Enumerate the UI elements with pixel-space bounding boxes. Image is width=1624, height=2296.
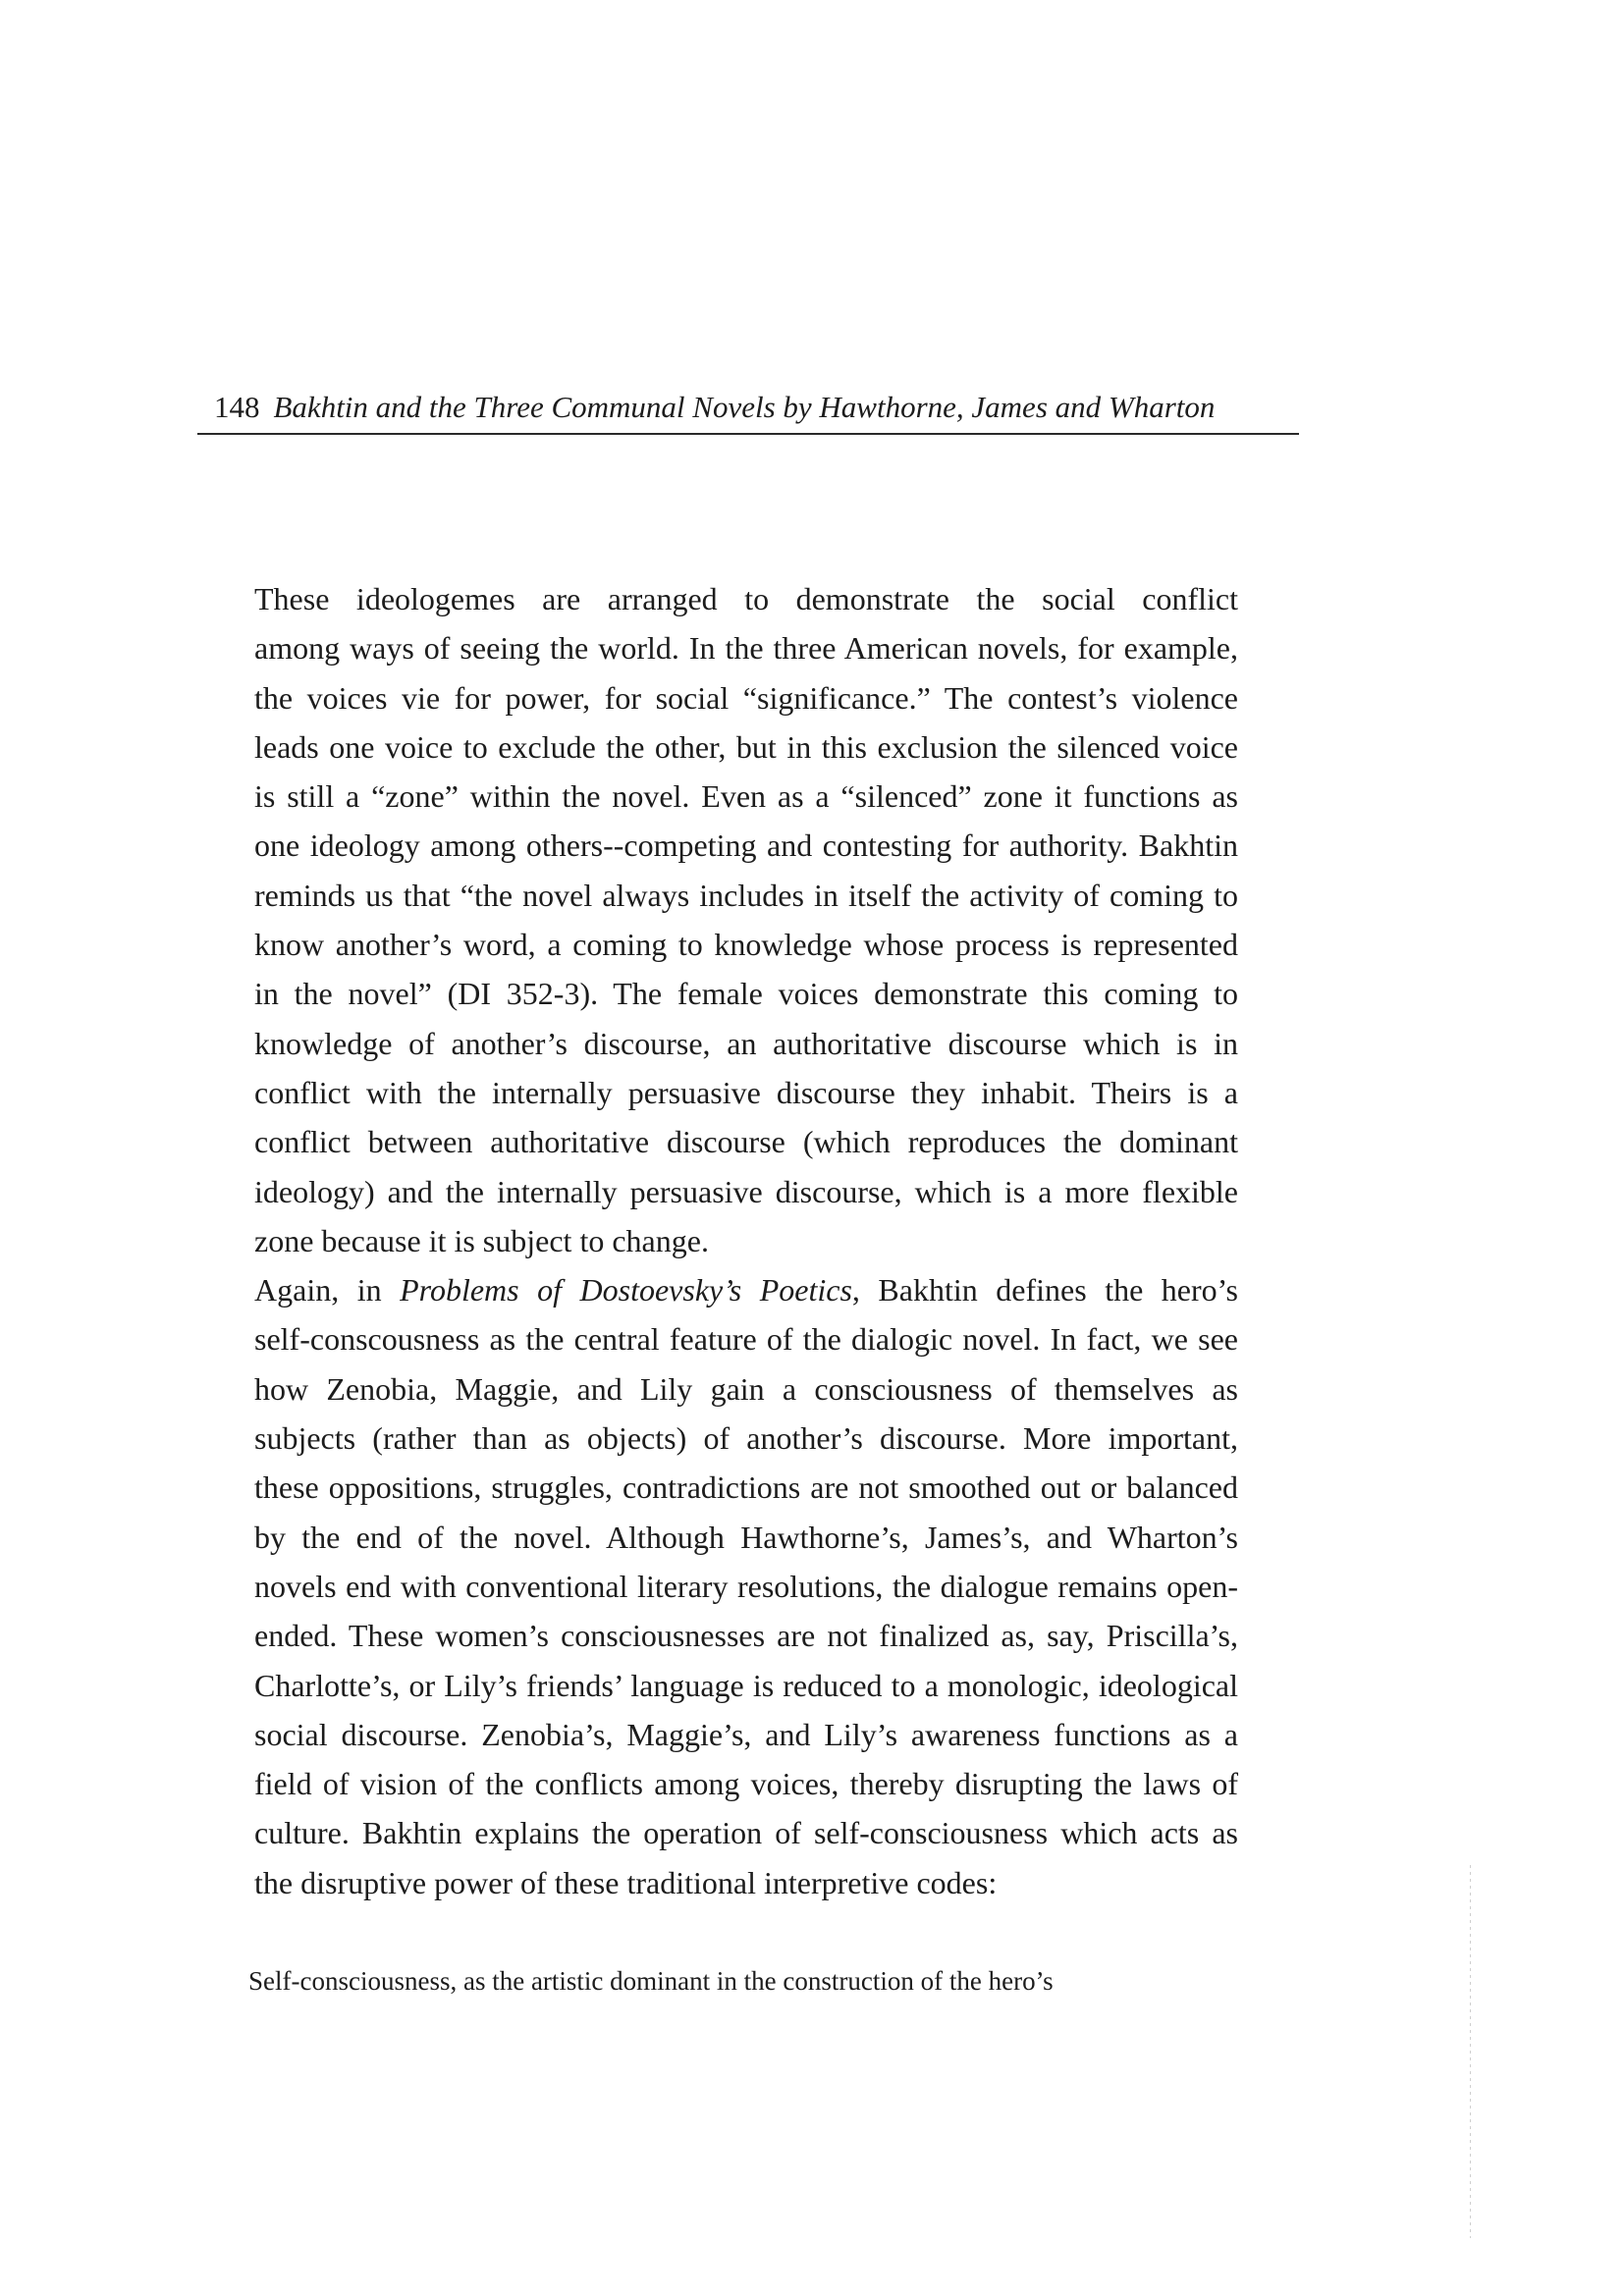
text-line: in the novel” (DI 352-3). The female voices demonstrate this coming to [254,976,1238,1012]
book-title: Problems of Dostoevsky’s Poetics [400,1272,852,1308]
text-line: by the end of the novel. Although Hawthorne’s, James’s, and Wharton’s [254,1519,1238,1555]
text-line: is still a “zone” within the novel. Even as a “silenced” zone it functions as [254,778,1238,815]
text-line: leads one voice to exclude the other, but in this exclusion the silenced voice [254,728,1238,765]
text-fragment: , Bakhtin defines the hero’s [851,1272,1239,1308]
text-line: know another’s word, a coming to knowledge whose process is represented [254,927,1238,963]
text-line: novels end with conventional literary resolutions, the dialogue remains open- [254,1568,1238,1604]
running-head [197,388,1299,435]
text-line: Charlotte’s, or Lily’s friends’ language is reduced to a monologic, ideological [254,1667,1238,1703]
text-line: ideology) and the internally persuasive discourse, which is a more flexible [254,1173,1238,1209]
text-line: subjects (rather than as objects) of another’s discourse. More important, [254,1420,1238,1457]
text-line: the voices vie for power, for social “significance.” The contest’s violence [254,679,1238,716]
text-line: among ways of seeing the world. In the three American novels, for example, [254,630,1238,667]
block-quote [248,1961,1191,2001]
text-line: ended. These women’s consciousnesses are not finalized as, say, Priscilla’s, [254,1618,1238,1654]
text-line: one ideology among others--competing and contesting for authority. Bakhtin [254,828,1238,864]
text-line [197,1265,1238,1314]
text-line: culture. Bakhtin explains the operation of self-consciousness which acts as [254,1815,1238,1851]
text-line: the disruptive power of these traditional interpretive codes: [254,1864,998,1900]
text-line: zone because it is subject to change. [254,1222,709,1258]
text-line: conflict between authoritative discourse (which reproduces the dominant [254,1124,1238,1160]
running-title: Bakhtin and the Three Communal Novels by Hawthorne, James and Wharton [273,390,1216,424]
text-line: These ideologemes are arranged to demonstrate the social conflict [254,581,1238,616]
body-text [197,574,1238,1907]
text-line: how Zenobia, Maggie, and Lily gain a consciousness of themselves as [254,1370,1238,1407]
quote-line: Self-consciousness, as the artistic dominant in the construction of the hero’s [248,1966,1054,1996]
text-line: social discourse. Zenobia’s, Maggie’s, and Lily’s awareness functions as a [254,1716,1238,1752]
paragraph-2 [197,1265,1238,1907]
text-line: reminds us that “the novel always includes in itself the activity of coming to [254,877,1238,913]
text-fragment: Again, in [254,1272,401,1308]
text-line: self-conscousness as the central feature of the dialogic novel. In fact, we see [254,1321,1238,1358]
text-line: field of vision of the conflicts among voices, thereby disrupting the laws of [254,1766,1238,1802]
text-line: these oppositions, struggles, contradictions are not smoothed out or balanced [254,1469,1238,1506]
text-line: conflict with the internally persuasive discourse they inhabit. Theirs is a [254,1074,1238,1110]
paragraph-1 [197,574,1238,1265]
text-line: knowledge of another’s discourse, an authoritative discourse which is in [254,1025,1238,1061]
page-number: 148 [214,390,260,424]
scan-edge-mark [1470,1865,1471,2238]
